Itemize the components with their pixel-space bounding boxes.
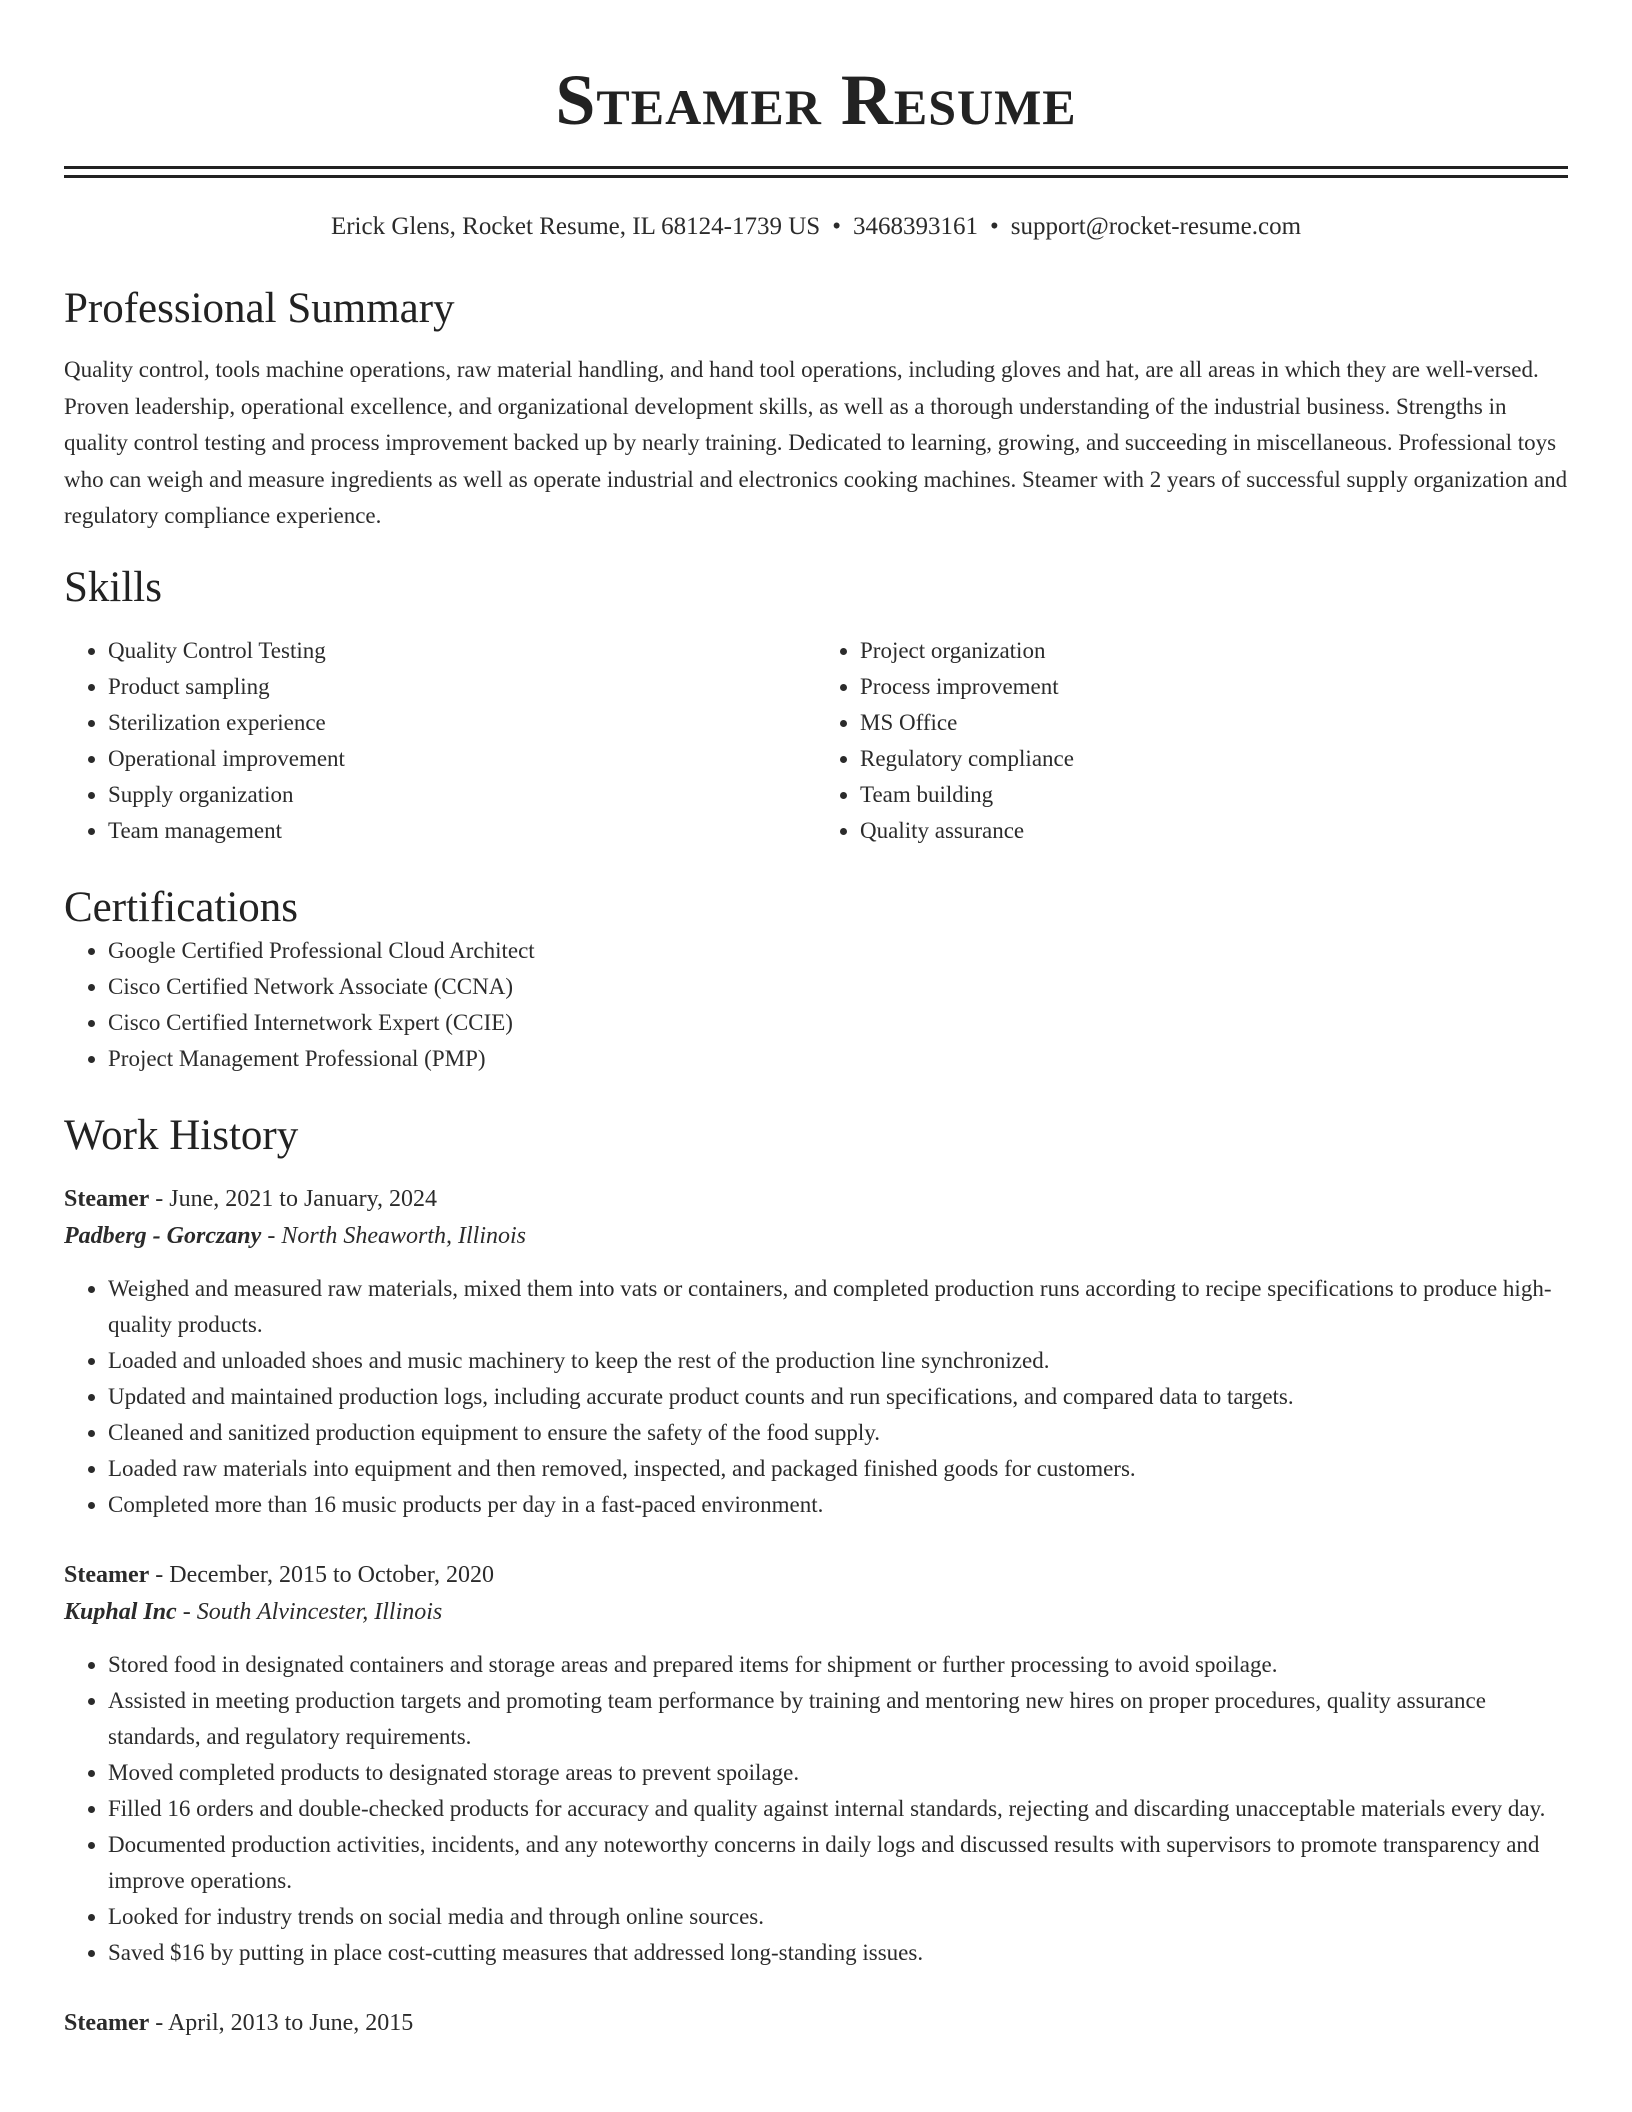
summary-heading: Professional Summary bbox=[64, 285, 455, 332]
contact-separator: • bbox=[832, 213, 841, 240]
skill-item: • Team management bbox=[108, 813, 816, 849]
job-bullet: • Saved $16 by putting in place cost-cutting measures that addressed long-standing issues. bbox=[108, 1935, 1568, 1971]
job-bullet: • Loaded and unloaded shoes and music machinery to keep the rest of the production line synchronized. bbox=[108, 1343, 1568, 1379]
skill-item: • Quality assurance bbox=[860, 813, 1568, 849]
job-entry bbox=[64, 1181, 1568, 1523]
certifications-heading: Certifications bbox=[64, 883, 299, 931]
skill-item: • Operational improvement bbox=[108, 741, 816, 777]
resume-title: Steamer Resume bbox=[555, 60, 1077, 140]
job-bullet: • Stored food in designated containers and storage areas and prepared items for shipment or further processing to avoid spoilage. bbox=[108, 1647, 1568, 1683]
job-title: Steamer bbox=[64, 1561, 150, 1588]
contact-separator: • bbox=[989, 213, 999, 240]
title-divider-top bbox=[64, 166, 1568, 169]
skill-item: • Regulatory compliance bbox=[860, 741, 1568, 777]
job-bullet: • Cleaned and sanitized production equipment to ensure the safety of the food supply. bbox=[108, 1415, 1568, 1451]
certifications-list bbox=[64, 933, 1568, 1077]
work-history-heading: Work History bbox=[64, 1111, 299, 1159]
contact-phone: 3468393161 bbox=[852, 213, 978, 240]
skills-heading: Skills bbox=[64, 563, 162, 611]
job-title: Steamer bbox=[64, 2009, 150, 2036]
job-location: North Sheaworth, Illinois bbox=[281, 1222, 526, 1249]
contact-email: support@rocket-resume.com bbox=[1010, 213, 1302, 240]
skill-item: • Team building bbox=[860, 777, 1568, 813]
skill-item: • Supply organization bbox=[108, 777, 816, 813]
job-employer: Padberg - Gorczany - North Sheaworth, Illinois bbox=[64, 1222, 526, 1249]
job-header: Steamer - June, 2021 to January, 2024 bbox=[64, 1185, 438, 1212]
job-dates: June, 2021 to January, 2024 bbox=[169, 1185, 438, 1212]
title-divider-bottom bbox=[64, 175, 1568, 178]
skill-item: • Quality Control Testing bbox=[108, 633, 816, 669]
skill-item: • Sterilization experience bbox=[108, 705, 816, 741]
job-bullet: • Documented production activities, incidents, and any noteworthy concerns in daily logs and discussed results with supervisors to promote transparency and improve operations. bbox=[108, 1827, 1568, 1899]
certification-item: • Project Management Professional (PMP) bbox=[108, 1041, 1568, 1077]
job-company: Kuphal Inc bbox=[64, 1598, 177, 1625]
job-bullet: • Looked for industry trends on social media and through online sources. bbox=[108, 1899, 1568, 1935]
job-location: South Alvincester, Illinois bbox=[196, 1598, 443, 1625]
skills-list-left bbox=[64, 633, 816, 849]
job-title: Steamer bbox=[64, 1185, 150, 1212]
contact-address: Erick Glens, Rocket Resume, IL 68124-1739 US bbox=[330, 213, 821, 240]
resume-content bbox=[64, 0, 1568, 2042]
job-dates: April, 2013 to June, 2015 bbox=[167, 2009, 414, 2036]
job-entry bbox=[64, 2005, 1568, 2042]
job-bullets bbox=[64, 1271, 1568, 1523]
job-bullet: • Completed more than 16 music products per day in a fast-paced environment. bbox=[108, 1487, 1568, 1523]
certification-item: • Cisco Certified Internetwork Expert (CCIE) bbox=[108, 1005, 1568, 1041]
skills-grid bbox=[64, 633, 1568, 849]
summary-text: Quality control, tools machine operations, raw material handling, and hand tool operations, including gloves and hat, are all areas in which they are well-versed. Proven leadership, operational excellence, and organizational development skills, as well as a thorough understanding of the industrial business. Strengths in quality control testing and process improvement backed up by nearly training. Dedicated to learning, growing, and succeeding in miscellaneous. Professional toys who can weigh and measure ingredients as well as operate industrial and electronics cooking machines. Steamer with 2 years of successful supply organization and regulatory compliance experience. bbox=[64, 357, 1568, 528]
job-bullet: • Assisted in meeting production targets and promoting team performance by training and mentoring new hires on proper procedures, quality assurance standards, and regulatory requirements. bbox=[108, 1683, 1568, 1755]
skill-item: • Project organization bbox=[860, 633, 1568, 669]
job-employer: Kuphal Inc - South Alvincester, Illinois bbox=[64, 1598, 443, 1625]
certification-item: • Google Certified Professional Cloud Architect bbox=[108, 933, 1568, 969]
job-bullet: • Loaded raw materials into equipment and then removed, inspected, and packaged finished goods for customers. bbox=[108, 1451, 1568, 1487]
skill-item: • MS Office bbox=[860, 705, 1568, 741]
job-header: Steamer - April, 2013 to June, 2015 bbox=[64, 2009, 414, 2036]
contact-line bbox=[64, 212, 1568, 242]
job-entry bbox=[64, 1557, 1568, 1971]
job-bullet: • Filled 16 orders and double-checked products for accuracy and quality against internal standards, rejecting and discarding unacceptable materials every day. bbox=[108, 1791, 1568, 1827]
skill-item: • Product sampling bbox=[108, 669, 816, 705]
job-header: Steamer - December, 2015 to October, 2020 bbox=[64, 1561, 494, 1588]
skill-item: • Process improvement bbox=[860, 669, 1568, 705]
job-bullet: • Weighed and measured raw materials, mixed them into vats or containers, and completed production runs according to recipe specifications to produce high-quality products. bbox=[108, 1271, 1568, 1343]
job-dates: December, 2015 to October, 2020 bbox=[169, 1561, 494, 1588]
job-bullets bbox=[64, 1647, 1568, 1971]
job-company: Padberg - Gorczany bbox=[64, 1222, 262, 1249]
job-bullet: • Moved completed products to designated storage areas to prevent spoilage. bbox=[108, 1755, 1568, 1791]
certification-item: • Cisco Certified Network Associate (CCNA) bbox=[108, 969, 1568, 1005]
skills-list-right bbox=[816, 633, 1568, 849]
job-bullet: • Updated and maintained production logs, including accurate product counts and run specifications, and compared data to targets. bbox=[108, 1379, 1568, 1415]
